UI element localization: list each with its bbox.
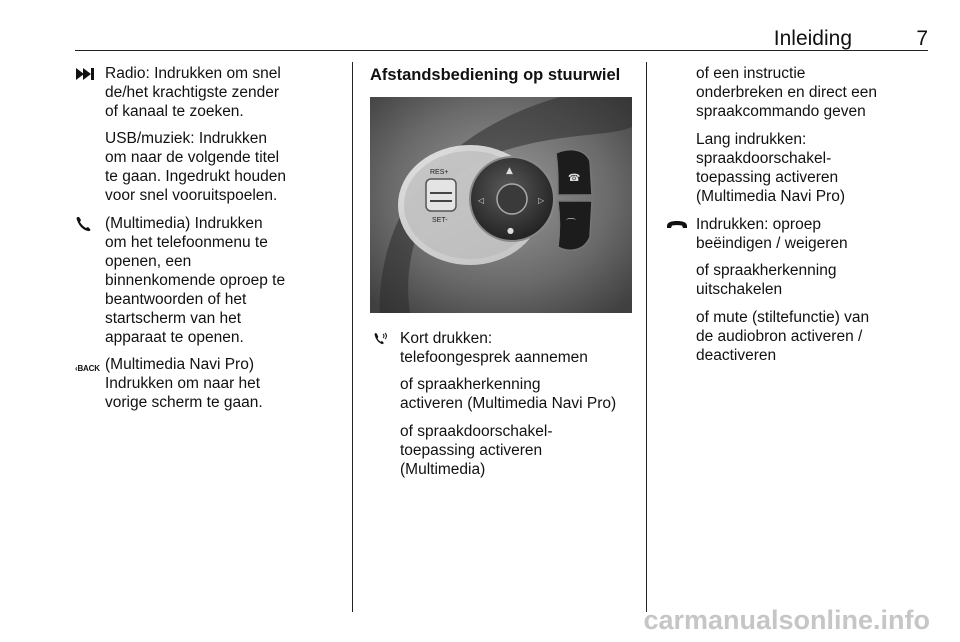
svg-text:▲: ▲: [506, 166, 513, 176]
continued-p1-line-1: of een instructie: [696, 65, 806, 82]
next-track-entry: [75, 64, 350, 121]
phone-line-1: (Multimedia) Indrukken: [105, 215, 263, 232]
voice-call-line-1: Kort drukken:: [400, 330, 493, 347]
back-line-2: Indrukken om naar het: [105, 375, 261, 392]
voice-call-paragraph-3: [370, 422, 640, 479]
back-entry: [75, 355, 350, 412]
continued-p2-line-1: Lang indrukken:: [696, 131, 807, 148]
usb-line-3: te gaan. Ingedrukt houden: [105, 168, 286, 185]
wheel-set-label: SET-: [432, 217, 448, 224]
svg-text:☎: ☎: [568, 173, 581, 184]
column-divider-1: [352, 62, 353, 612]
svg-text:●: ●: [507, 226, 514, 235]
phone-icon: [75, 215, 99, 233]
wheel-res-label: RES+: [430, 169, 449, 176]
voice-call-p3-line-3: (Multimedia): [400, 461, 486, 478]
svg-text:⌒: ⌒: [566, 219, 576, 230]
next-track-line-3: of kanaal te zoeken.: [105, 103, 244, 120]
voice-call-paragraph-2: [370, 375, 640, 413]
voice-call-entry: [370, 329, 640, 367]
voice-call-p3-line-1: of spraakdoorschakel-: [400, 423, 553, 440]
next-track-line-1: Radio: Indrukken om snel: [105, 65, 281, 82]
hang-up-icon: [666, 216, 690, 234]
hang-up-paragraph-2: [666, 261, 928, 299]
hang-up-entry: [666, 215, 928, 253]
phone-line-5: beantwoorden of het: [105, 291, 247, 308]
hang-up-p3-line-2: de audiobron activeren /: [696, 328, 863, 345]
phone-line-6: startscherm van het: [105, 310, 242, 327]
page-header-title: Inleiding: [773, 27, 852, 50]
voice-call-p3-line-2: toepassing activeren: [400, 442, 543, 459]
column-3: [666, 64, 928, 374]
voice-call-p2-line-2: activeren (Multimedia Navi Pro): [400, 395, 617, 412]
usb-line-4: voor snel vooruitspoelen.: [105, 187, 278, 204]
phone-line-2: om het telefoonmenu te: [105, 234, 268, 251]
header-divider: [75, 50, 928, 51]
back-line-3: vorige scherm te gaan.: [105, 394, 263, 411]
phone-line-7: apparaat te openen.: [105, 329, 244, 346]
hang-up-p2-line-2: uitschakelen: [696, 281, 783, 298]
usb-line-1: USB/muziek: Indrukken: [105, 130, 267, 147]
column-divider-2: [646, 62, 647, 612]
continued-p1-line-2: onderbreken en direct een: [696, 84, 877, 101]
section-title: Afstandsbediening op stuurwiel: [370, 66, 621, 84]
hang-up-p2-line-1: of spraakherkenning: [696, 262, 837, 279]
phone-line-4: binnenkomende oproep te: [105, 272, 286, 289]
hang-up-p3-line-1: of mute (stiltefunctie) van: [696, 309, 870, 326]
continued-p2-line-4: (Multimedia Navi Pro): [696, 188, 846, 205]
voice-call-icon: [370, 330, 394, 348]
svg-text:▷: ▷: [538, 196, 545, 205]
watermark: carmanualsonline.info: [643, 605, 930, 635]
hang-up-paragraph-3: [666, 308, 928, 365]
usb-line-2: om naar de volgende titel: [105, 149, 280, 166]
hang-up-line-1: Indrukken: oproep: [696, 216, 821, 233]
continued-p1-line-3: spraakcommando geven: [696, 103, 866, 120]
next-track-usb-paragraph: [75, 129, 350, 205]
continued-p2-line-3: toepassing activeren: [696, 169, 839, 186]
hang-up-p3-line-3: deactiveren: [696, 347, 777, 364]
next-track-icon: [75, 65, 99, 83]
back-line-1: (Multimedia Navi Pro): [105, 356, 255, 373]
phone-line-3: openen, een: [105, 253, 192, 270]
back-icon: ‹BACK: [75, 364, 100, 373]
phone-entry: [75, 214, 350, 347]
voice-call-p2-line-1: of spraakherkenning: [400, 376, 541, 393]
svg-text:◁: ◁: [478, 196, 485, 205]
continued-paragraph-1: [666, 64, 928, 121]
page-number: 7: [916, 27, 928, 50]
hang-up-line-2: beëindigen / weigeren: [696, 235, 848, 252]
next-track-line-2: de/het krachtigste zender: [105, 84, 280, 101]
continued-paragraph-2: [666, 130, 928, 206]
voice-call-line-2: telefoongesprek aannemen: [400, 349, 588, 366]
column-1: [75, 64, 350, 420]
column-2: [370, 64, 640, 488]
continued-p2-line-2: spraakdoorschakel-: [696, 150, 832, 167]
steering-wheel-controls-image: [370, 97, 632, 313]
